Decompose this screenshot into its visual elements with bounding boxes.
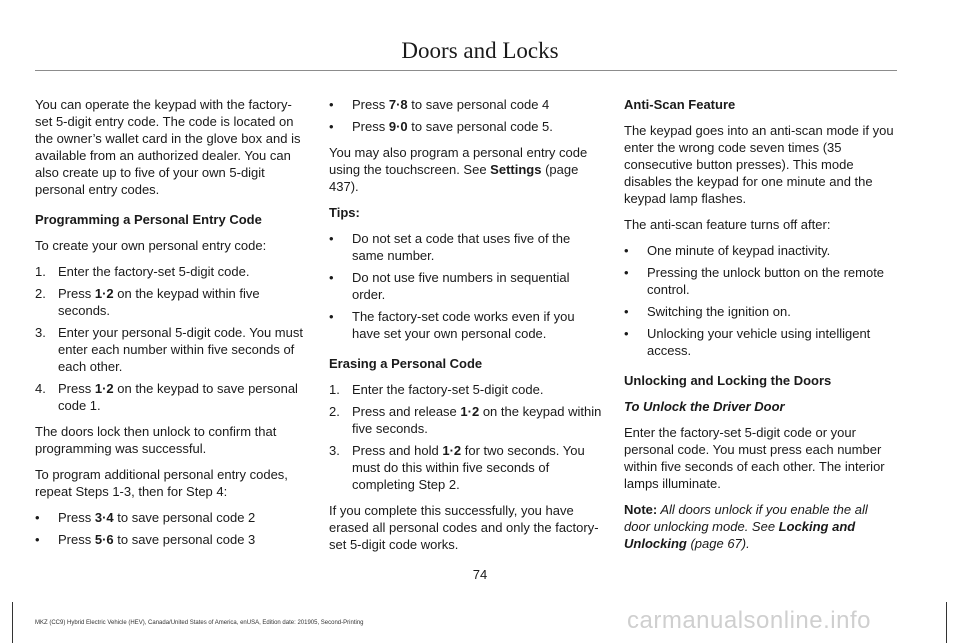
bullet-text: Press: [352, 119, 389, 134]
step-number: 4.: [35, 381, 46, 396]
key-code: 1·2: [442, 443, 462, 458]
touchscreen-paragraph: [329, 144, 602, 195]
list-item: [35, 531, 305, 548]
column-1: [35, 96, 305, 557]
step-number: 3.: [35, 325, 46, 340]
tip-text: Do not set a code that uses five of the same number.: [352, 231, 571, 263]
tip-text: The factory-set code works even if you have set your own personal code.: [352, 309, 575, 341]
bullet: •: [329, 119, 334, 134]
crop-mark-left: [12, 602, 13, 643]
list-item: [624, 325, 897, 359]
closing-paragraph: If you complete this successfully, you have erased all personal codes and only the factory-set 5-digit code works.: [329, 503, 599, 552]
note-text: (page 67).: [686, 536, 750, 551]
paragraph-text: (page 437).: [329, 162, 579, 194]
erasing-steps: [329, 381, 602, 493]
step-number: 2.: [329, 404, 340, 419]
list-item: [329, 96, 602, 113]
section-heading-programming: Programming a Personal Entry Code: [35, 212, 262, 227]
page-title: Doors and Locks: [401, 38, 559, 63]
step-text: Press and release: [352, 404, 461, 419]
list-item: [35, 263, 305, 280]
section-heading-unlocking: Unlocking and Locking the Doors: [624, 373, 832, 388]
step-number: 2.: [35, 286, 46, 301]
code-bullets: [35, 509, 305, 548]
key-code: 3·4: [94, 510, 114, 525]
bullet: •: [624, 265, 629, 280]
bullet-text: to save personal code 2: [113, 510, 256, 525]
step-text: on the keypad to save personal code 1.: [58, 381, 298, 413]
bullet-text: One minute of keypad inactivity.: [647, 243, 831, 258]
anti-scan-bullets: [624, 242, 897, 359]
column-2: [329, 96, 602, 562]
lead-paragraph: To create your own personal entry code:: [35, 238, 267, 253]
watermark: carmanualsonline.info: [627, 607, 871, 634]
anti-scan-paragraph: The keypad goes into an anti-scan mode if you enter the wrong code seven times (35 consecutive button presses). This mode disables the keypad for one minute and the keypad lamp flashes.: [624, 123, 894, 206]
paragraph-text: You may also program a personal entry code using the touchscreen. See: [329, 145, 588, 177]
column-3: [624, 96, 897, 561]
note-text: All doors unlock if you enable the all door unlocking mode. See: [624, 502, 868, 534]
settings-link[interactable]: Settings: [490, 162, 542, 177]
note-paragraph: [624, 501, 897, 552]
step-text: on the keypad within five seconds.: [352, 404, 602, 436]
tips-list: [329, 230, 602, 342]
key-code: 7·8: [388, 97, 408, 112]
step-text: Press and hold: [352, 443, 443, 458]
list-item: [35, 285, 305, 319]
turns-off-paragraph: The anti-scan feature turns off after:: [624, 217, 831, 232]
list-item: [624, 303, 897, 320]
step-text: Enter the factory-set 5-digit code.: [352, 382, 544, 397]
bullet-text: Unlocking your vehicle using intelligent access.: [647, 326, 871, 358]
list-item: [329, 269, 602, 303]
confirm-paragraph: The doors lock then unlock to confirm that programming was successful.: [35, 424, 277, 456]
bullet: •: [329, 97, 334, 112]
page-number: 74: [472, 567, 488, 582]
key-code: 1·2: [460, 404, 480, 419]
footer-edition-text: MKZ (CC9) Hybrid Electric Vehicle (HEV), Canada/United States of America, enUSA, Edition date: 201905, Second-Printing: [35, 620, 364, 626]
step-text: for two seconds. You must do this within five seconds of completing Step 2.: [352, 443, 585, 492]
code-bullets-continued: [329, 96, 602, 135]
list-item: [35, 509, 305, 526]
key-code: 9·0: [388, 119, 408, 134]
step-number: 1.: [35, 264, 46, 279]
subheading-driver-door: To Unlock the Driver Door: [624, 399, 785, 414]
step-text: Enter the factory-set 5-digit code.: [58, 264, 250, 279]
list-item: [624, 264, 897, 298]
bullet: •: [624, 243, 629, 258]
list-item: [329, 230, 602, 264]
bullet-text: Press: [58, 510, 95, 525]
bullet: •: [35, 510, 40, 525]
key-code: 1·2: [94, 286, 114, 301]
step-text: Press: [58, 286, 95, 301]
bullet: •: [35, 532, 40, 547]
crop-mark-right: [946, 602, 947, 643]
bullet-text: to save personal code 5.: [407, 119, 553, 134]
note-label: Note:: [624, 502, 658, 517]
step-text: Press: [58, 381, 95, 396]
key-code: 1·2: [94, 381, 114, 396]
bullet-text: Pressing the unlock button on the remote control.: [647, 265, 885, 297]
bullet: •: [624, 326, 629, 341]
step-number: 3.: [329, 443, 340, 458]
programming-steps: [35, 263, 305, 414]
bullet: •: [624, 304, 629, 319]
bullet-text: Switching the ignition on.: [647, 304, 791, 319]
additional-paragraph: To program additional personal entry codes, repeat Steps 1-3, then for Step 4:: [35, 467, 288, 499]
section-heading-erasing: Erasing a Personal Code: [329, 356, 483, 371]
bullet: •: [329, 309, 334, 324]
bullet: •: [329, 270, 334, 285]
step-text: on the keypad within five seconds.: [58, 286, 260, 318]
key-code: 5·6: [94, 532, 114, 547]
list-item: [329, 442, 602, 493]
list-item: [329, 118, 602, 135]
tips-heading: Tips:: [329, 205, 360, 220]
section-heading-anti-scan: Anti-Scan Feature: [624, 97, 736, 112]
bullet: •: [329, 231, 334, 246]
list-item: [329, 308, 602, 342]
list-item: [624, 242, 897, 259]
step-number: 1.: [329, 382, 340, 397]
list-item: [329, 381, 602, 398]
list-item: [35, 324, 305, 375]
bullet-text: Press: [352, 97, 389, 112]
list-item: [329, 403, 602, 437]
tip-text: Do not use five numbers in sequential order.: [352, 270, 570, 302]
bullet-text: Press: [58, 532, 95, 547]
intro-paragraph: You can operate the keypad with the factory-set 5-digit entry code. The code is located on the owner’s wallet card in the glove box and is available from an authorized dealer. You can also create up to five of your own 5-digit personal entry codes.: [35, 97, 301, 197]
driver-door-paragraph: Enter the factory-set 5-digit code or your personal code. You must press each number within five seconds of each other. The interior lamps illuminate.: [624, 425, 885, 491]
header-rule: [35, 70, 897, 71]
list-item: [35, 380, 305, 414]
bullet-text: to save personal code 3: [113, 532, 256, 547]
bullet-text: to save personal code 4: [407, 97, 550, 112]
step-text: Enter your personal 5-digit code. You must enter each number within five seconds of each other.: [58, 325, 303, 374]
locking-unlocking-link[interactable]: Locking and Unlocking: [624, 519, 856, 551]
